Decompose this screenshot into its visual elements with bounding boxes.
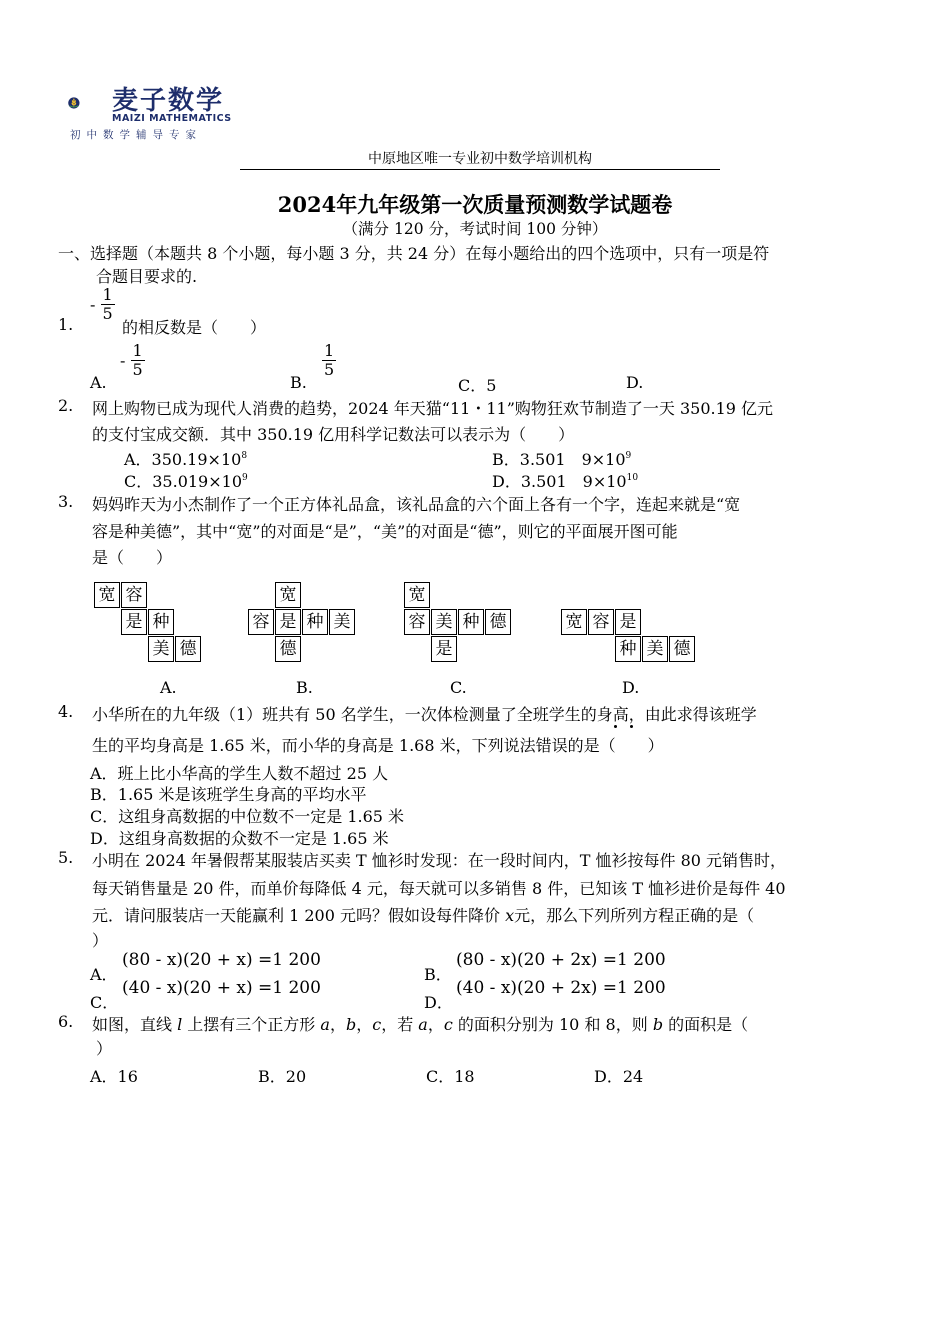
- logo-english-name: MAIZI MATHEMATICS: [112, 113, 232, 124]
- text-segment: ，: [427, 1015, 444, 1034]
- exponent: 10: [626, 473, 639, 483]
- page-title: 2024年九年级第一次质量预测数学试题卷: [277, 192, 673, 217]
- option-c: C．18: [426, 1067, 475, 1086]
- net-cell: 美: [642, 636, 668, 662]
- variable-l: l: [177, 1015, 183, 1034]
- question-text-cont: ）: [96, 1039, 113, 1058]
- question-text-cont: 每天销售量是 20 件，而单价每降低 4 元，每天就可以多销售 8 件，已知该 T 恤衫进价是每件 40: [92, 879, 786, 898]
- option-b-text: B．3.501 9×10: [492, 450, 626, 469]
- variable-b: b: [345, 1015, 357, 1034]
- net-cell: 德: [175, 636, 201, 662]
- variable-a: a: [418, 1015, 428, 1034]
- option-a-label: A.: [160, 678, 177, 697]
- net-cell: 宽: [275, 582, 301, 608]
- option-d: D．24: [594, 1067, 644, 1086]
- minus-sign: -: [120, 351, 126, 370]
- question-text-cont: 的支付宝成交额．其中 350.19 亿用科学记数法可以表示为（ ）: [92, 425, 575, 444]
- option-b-equation: (80 - x)(20 + 2x) =1 200: [456, 950, 666, 970]
- wheat-logo-icon: [68, 82, 114, 128]
- option-b-label: B．: [424, 965, 452, 984]
- question-text-cont: 容是种美德”，其中“宽”的对面是“是”，“美”的对面是“德”，则它的平面展开图可能: [92, 522, 678, 541]
- net-cell: 容: [121, 582, 147, 608]
- option-b-label: B.: [290, 373, 307, 392]
- option-c-equation: (40 - x)(20 + x) =1 200: [122, 978, 321, 998]
- q1-fraction: [90, 286, 115, 323]
- net-cell: 宽: [404, 582, 430, 608]
- text-segment: 元，那么下列所列方程正确的是（: [514, 906, 755, 925]
- question-text-cont: 生的平均身高是 1.65 米，而小华的身高是 1.68 米，下列说法错误的是（ ）: [92, 736, 664, 755]
- option-d-label: D．: [424, 993, 453, 1012]
- net-cell: 种: [148, 609, 174, 635]
- question-text-cont: 是（ ）: [92, 548, 173, 567]
- option-a: A．16: [90, 1067, 138, 1086]
- section-heading: 一、选择题（本题共 8 个小题，每小题 3 分，共 24 分）在每小题给出的四个选项中，只有一项是符: [58, 244, 770, 263]
- variable-a: a: [320, 1015, 330, 1034]
- option-a-equation: (80 - x)(20 + x) =1 200: [122, 950, 321, 970]
- text-segment: ，: [329, 1015, 346, 1034]
- net-cell: 美: [329, 609, 355, 635]
- exponent: 9: [242, 473, 248, 483]
- question-number: 4.: [58, 702, 74, 721]
- question-number: 5.: [58, 848, 74, 867]
- option-c: C．5: [458, 376, 497, 395]
- option-a-label: A.: [90, 373, 107, 392]
- exponent: 8: [241, 451, 248, 461]
- fraction-denominator: 5: [132, 360, 143, 379]
- net-cell: 种: [615, 636, 641, 662]
- text-segment: 的面积是（: [663, 1015, 749, 1034]
- question-number: 2.: [58, 396, 74, 415]
- net-cell: 容: [404, 609, 430, 635]
- question-number: 6.: [58, 1012, 74, 1031]
- question-text: 小华所在的九年级（1）班共有 50 名学生，一次体检测量了全班学生的身高，由此求得该班学: [92, 705, 757, 724]
- net-cell: 德: [485, 609, 511, 635]
- question-text: 网上购物已成为现代人消费的趋势，2024 年天猫“11・11”购物狂欢节制造了一天 350.19 亿元: [92, 399, 774, 418]
- variable-c: c: [443, 1015, 453, 1034]
- option-a: A．班上比小华高的学生人数不超过 25 人: [90, 764, 389, 783]
- question-text: [92, 1012, 748, 1035]
- option-c: [124, 469, 248, 492]
- option-d: D．这组身高数据的众数不一定是 1.65 米: [90, 829, 389, 848]
- text-segment: 的面积分别为 10 和 8，则: [452, 1015, 653, 1034]
- option-a-label: A．: [90, 965, 118, 984]
- logo-tagline: 初中数学辅导专家: [70, 129, 202, 141]
- option-d-text: D．3.501 9×10: [492, 472, 627, 491]
- emphasis-dot: [630, 725, 633, 728]
- section-heading-cont: 合题目要求的.: [96, 267, 198, 286]
- option-c-label: C.: [450, 678, 467, 697]
- fraction-numerator: 1: [132, 341, 143, 360]
- net-cell: 是: [121, 609, 147, 635]
- fraction-numerator: 1: [324, 341, 335, 360]
- page-subtitle: （满分 120 分，考试时间 100 分钟）: [342, 220, 608, 238]
- minus-sign: -: [90, 295, 96, 314]
- option-a: [124, 447, 247, 470]
- net-cell: 美: [148, 636, 174, 662]
- net-cell: 宽: [561, 609, 587, 635]
- text-segment: 元．请问服装店一天能赢利 1 200 元吗？假如设每件降价: [92, 906, 506, 925]
- option-b: B．20: [258, 1067, 307, 1086]
- exponent: 9: [625, 451, 632, 461]
- net-cell: 是: [615, 609, 641, 635]
- option-a-fraction: [120, 342, 145, 379]
- fraction-denominator: 5: [324, 360, 335, 379]
- net-cell: 容: [248, 609, 274, 635]
- question-text: 的相反数是（ ）: [122, 318, 267, 337]
- fraction-denominator: 5: [102, 304, 113, 323]
- variable-x: x: [505, 906, 515, 925]
- net-cell: 德: [275, 636, 301, 662]
- option-d-label: D.: [622, 678, 640, 697]
- fraction-numerator: 1: [102, 285, 113, 304]
- emphasis-dot: [614, 725, 617, 728]
- text-segment: ，: [356, 1015, 373, 1034]
- text-segment: 如图，直线: [92, 1015, 178, 1034]
- option-d-label: D.: [626, 373, 644, 392]
- option-c-label: C．: [90, 993, 119, 1012]
- option-d-equation: (40 - x)(20 + 2x) =1 200: [456, 978, 666, 998]
- option-a-text: A．350.19×10: [124, 450, 242, 469]
- variable-b: b: [652, 1015, 664, 1034]
- option-b: B．1.65 米是该班学生身高的平均水平: [90, 785, 367, 804]
- option-b-fraction: [322, 342, 336, 379]
- net-cell: 种: [458, 609, 484, 635]
- text-segment: ，若: [381, 1015, 419, 1034]
- organization-line: 中原地区唯一专业初中数学培训机构: [240, 148, 720, 170]
- net-cell: 容: [588, 609, 614, 635]
- net-cell: 宽: [94, 582, 120, 608]
- variable-c: c: [372, 1015, 382, 1034]
- option-d: [492, 469, 638, 492]
- logo-name: 麦子数学: [112, 86, 225, 116]
- net-cell: 是: [431, 636, 457, 662]
- question-number: 1.: [58, 315, 74, 334]
- question-text-cont: [92, 903, 754, 926]
- option-c-text: C．35.019×10: [124, 472, 242, 491]
- net-cell: 是: [275, 609, 301, 635]
- question-text: 小明在 2024 年暑假帮某服装店买卖 T 恤衫时发现：在一段时间内，T 恤衫按每件 80 元销售时，: [92, 851, 787, 870]
- text-segment: 上摆有三个正方形: [182, 1015, 321, 1034]
- question-text-cont: ）: [92, 931, 109, 950]
- option-b-label: B.: [296, 678, 313, 697]
- net-cell: 美: [431, 609, 457, 635]
- question-number: 3.: [58, 492, 74, 511]
- question-text: 妈妈昨天为小杰制作了一个正方体礼品盒，该礼品盒的六个面上各有一个字，连起来就是“宽: [92, 495, 741, 514]
- option-b: [492, 447, 631, 470]
- net-cell: 德: [669, 636, 695, 662]
- net-cell: 种: [302, 609, 328, 635]
- option-c: C．这组身高数据的中位数不一定是 1.65 米: [90, 807, 405, 826]
